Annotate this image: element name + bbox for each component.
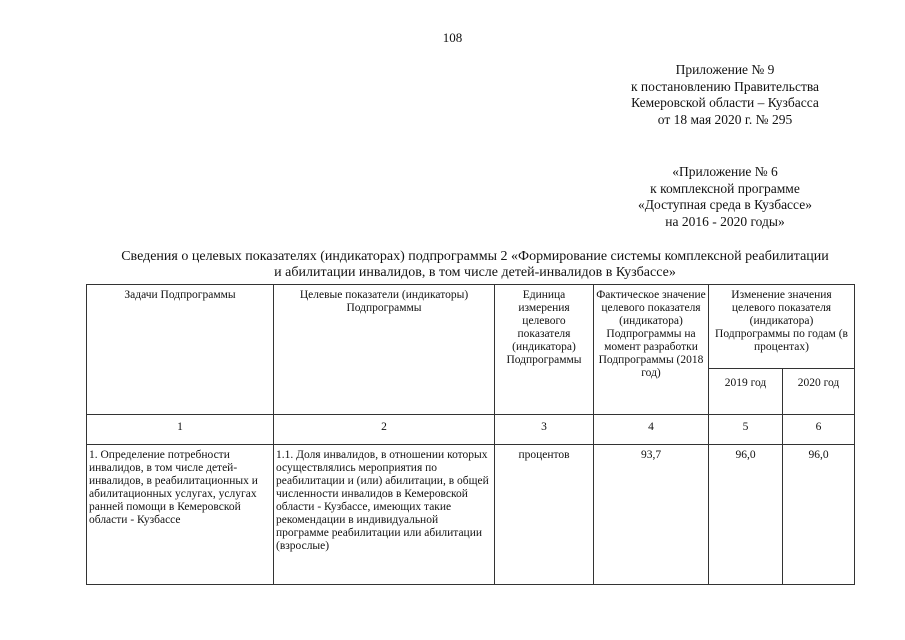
unit-cell: процентов	[495, 445, 594, 585]
header-indicators: Целевые показатели (индикаторы) Подпрограммы	[274, 285, 495, 415]
appendix-6-block	[600, 164, 850, 230]
document-title-line: Сведения о целевых показателях (индикаторах) подпрограммы 2 «Формирование системы комплексной реабилитации	[121, 249, 829, 264]
appendix-6-line: «Доступная среда в Кузбассе»	[638, 197, 812, 212]
document-title	[80, 249, 870, 281]
header-change-by-year: Изменение значения целевого показателя (индикатора) Подпрограммы по годам (в процентах)	[709, 285, 855, 369]
header-tasks: Задачи Подпрограммы	[87, 285, 274, 415]
appendix-9-line: к постановлению Правительства	[630, 78, 820, 94]
value-2019-cell: 96,0	[709, 445, 783, 585]
column-number-row	[87, 415, 855, 445]
appendix-9-line: Приложение № 9	[675, 62, 775, 77]
column-number: 1	[87, 415, 274, 445]
column-number: 5	[709, 415, 783, 445]
page-number: 108	[442, 30, 463, 45]
appendix-9-line: от 18 мая 2020 г. № 295	[657, 111, 793, 127]
appendix-9-line: Кемеровской области – Кузбасса	[631, 95, 819, 110]
column-number: 3	[495, 415, 594, 445]
column-number: 6	[783, 415, 855, 445]
appendix-9-block	[600, 62, 850, 128]
table-row	[87, 445, 855, 585]
value-2020-cell: 96,0	[783, 445, 855, 585]
header-year-2020: 2020 год	[783, 369, 855, 415]
appendix-6-line: к комплексной программе	[650, 180, 800, 196]
document-title-line: и абилитации инвалидов, в том числе детей-инвалидов в Кузбассе»	[274, 265, 676, 280]
header-actual-value: Фактическое значение целевого показателя (индикатора) Подпрограммы на момент разработки Подпрограммы (2018 год)	[594, 285, 709, 415]
indicator-cell: 1.1. Доля инвалидов, в отношении которых осуществлялись мероприятия по реабилитации и (или) абилитации, в общей численности инвалидов в Кемеровской области - Кузбассе, имеющих такие рекомендации в индивидуальной программе реабилитации или абилитации (взрослые)	[274, 445, 495, 585]
column-number: 2	[274, 415, 495, 445]
header-unit: Единица измерения целевого показателя (индикатора) Подпрограммы	[495, 285, 594, 415]
actual-value-cell: 93,7	[594, 445, 709, 585]
header-year-2019: 2019 год	[709, 369, 783, 415]
appendix-6-line: «Приложение № 6	[672, 164, 778, 179]
table-header-row	[87, 285, 855, 369]
indicators-table	[86, 284, 855, 585]
appendix-6-line: на 2016 - 2020 годы»	[665, 213, 785, 229]
column-number: 4	[594, 415, 709, 445]
task-cell: 1. Определение потребности инвалидов, в том числе детей-инвалидов, в реабилитационных и абилитационных услугах, услугах ранней помощи в Кемеровской области - Кузбассе	[87, 445, 274, 585]
